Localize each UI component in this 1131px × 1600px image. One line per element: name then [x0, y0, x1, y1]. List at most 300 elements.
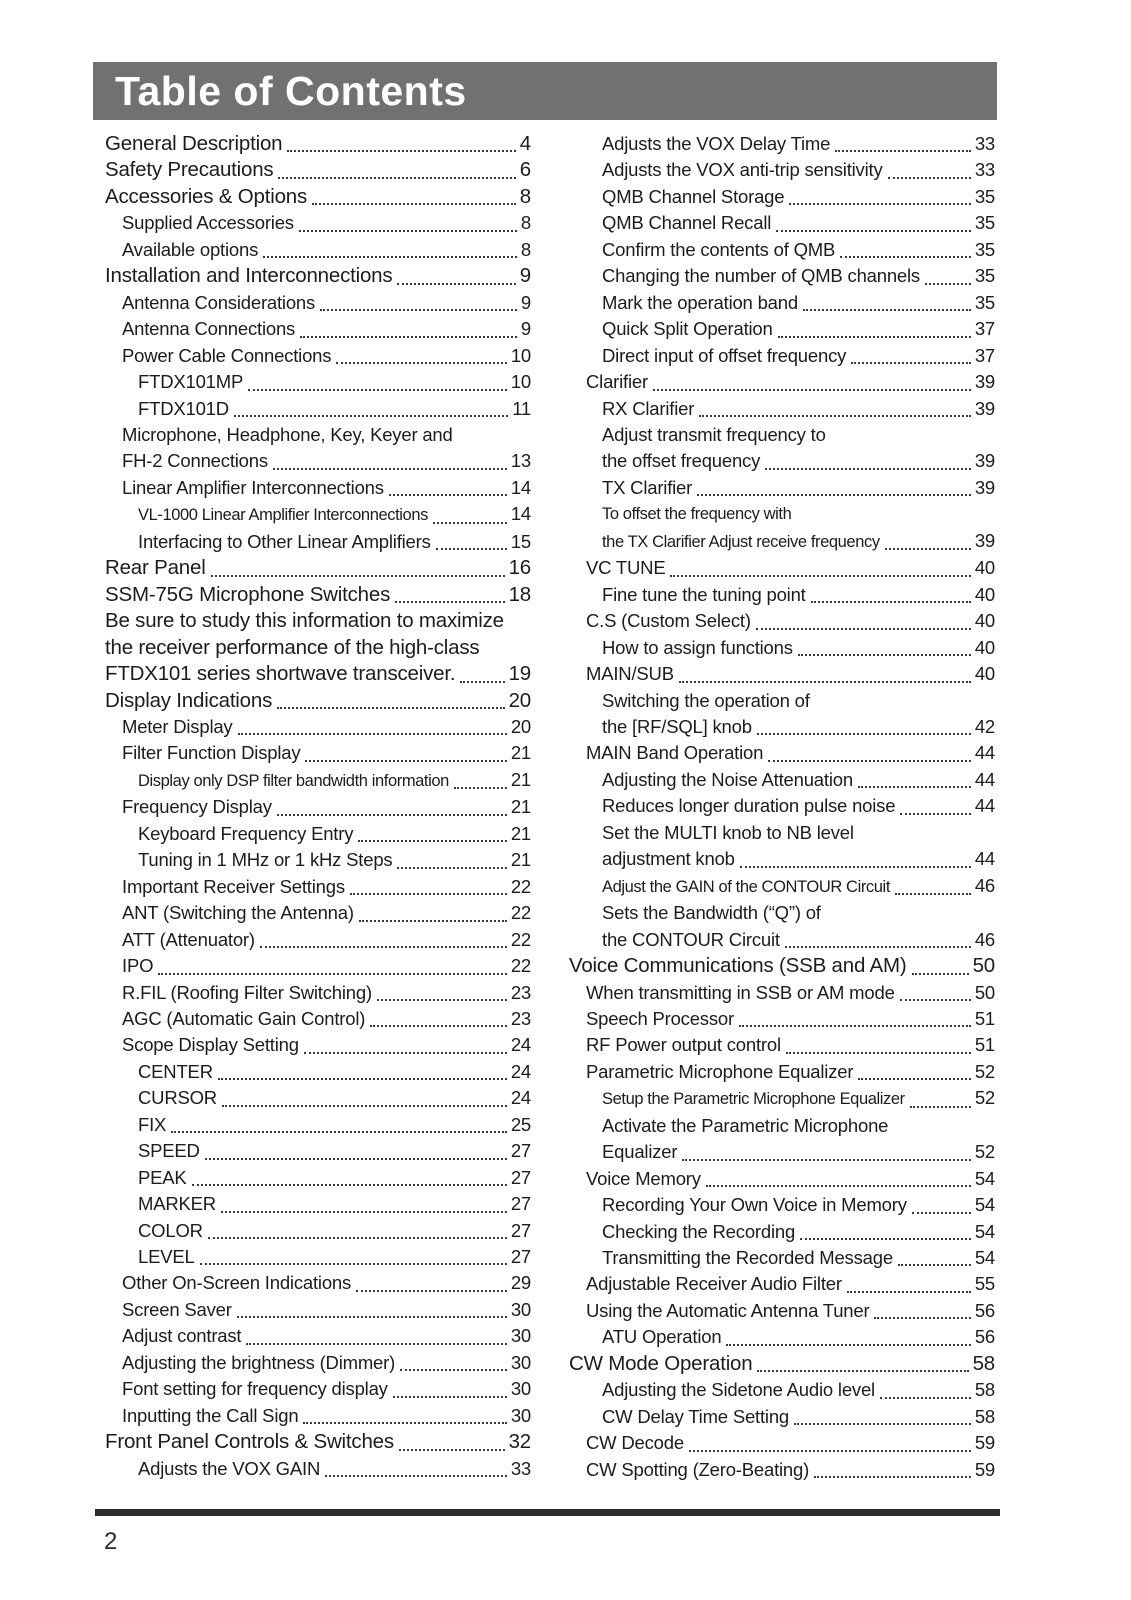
toc-leader-dots — [299, 230, 517, 232]
toc-entry-label: Linear Amplifier Interconnections — [122, 476, 384, 498]
toc-leader-dots — [389, 494, 507, 496]
toc-page-number: 30 — [510, 1298, 531, 1320]
toc-page-number: 37 — [974, 318, 995, 340]
toc-entry — [569, 1298, 995, 1324]
page-title: Table of Contents — [115, 67, 467, 114]
toc-entry-label: MAIN Band Operation — [586, 742, 764, 764]
toc-entry-label: Power Cable Connections — [122, 344, 332, 366]
toc-entry-label: Using the Automatic Antenna Tuner — [586, 1299, 870, 1321]
toc-entry — [105, 1244, 531, 1270]
toc-entry — [569, 740, 995, 766]
toc-entry — [105, 422, 531, 475]
toc-entry — [105, 714, 531, 740]
toc-page-number: 59 — [974, 1458, 995, 1480]
toc-leader-dots — [811, 601, 971, 603]
toc-entry-label: Adjust contrast — [122, 1325, 242, 1347]
toc-leader-dots — [858, 786, 971, 788]
toc-entry — [105, 1218, 531, 1244]
toc-page-number: 21 — [510, 796, 531, 818]
toc-page-number: 22 — [510, 928, 531, 950]
toc-page-number: 51 — [974, 1034, 995, 1056]
toc-page-number: 21 — [510, 742, 531, 764]
toc-leader-dots — [454, 787, 507, 789]
toc-entry — [105, 184, 531, 210]
toc-leader-dots — [237, 1316, 507, 1318]
toc-page-number: 52 — [974, 1141, 995, 1163]
toc-leader-dots — [336, 362, 507, 364]
toc-entry — [105, 1323, 531, 1349]
toc-leader-dots — [757, 1370, 968, 1372]
toc-entry-label: Equalizer — [602, 1141, 678, 1163]
toc-leader-dots — [757, 733, 971, 735]
toc-entry-label: Meter Display — [122, 715, 233, 737]
toc-entry — [105, 582, 531, 608]
toc-entry-label: RF Power output control — [586, 1034, 781, 1056]
toc-page-number: 14 — [510, 503, 531, 525]
toc-leader-dots — [397, 283, 515, 285]
toc-page-number: 40 — [974, 557, 995, 579]
toc-page-number: 21 — [510, 849, 531, 871]
toc-entry-label: Confirm the contents of QMB — [602, 238, 836, 260]
toc-entry-label: IPO — [122, 955, 154, 977]
toc-page-number: 24 — [510, 1087, 531, 1109]
toc-page-number: 8 — [520, 238, 531, 260]
toc-entry — [105, 1059, 531, 1085]
toc-page-number: 58 — [974, 1379, 995, 1401]
toc-page-number: 46 — [974, 928, 995, 950]
toc-page-number: 23 — [510, 1007, 531, 1029]
toc-entry-label: General Description — [105, 132, 283, 155]
toc-entry-label: Display Indications — [105, 688, 273, 712]
toc-entry — [569, 210, 995, 236]
toc-entry — [569, 900, 995, 953]
toc-entry — [569, 475, 995, 501]
toc-leader-dots — [765, 468, 971, 470]
toc-entry — [569, 608, 995, 634]
toc-leader-dots — [358, 840, 507, 842]
toc-leader-dots — [756, 628, 971, 630]
toc-entry-label: Quick Split Operation — [602, 318, 773, 340]
toc-entry-label: When transmitting in SSB or AM mode — [586, 981, 895, 1003]
toc-entry — [105, 1270, 531, 1296]
toc-entry — [569, 1351, 995, 1377]
toc-entry-label: Antenna Connections — [122, 318, 296, 340]
toc-entry-label: Accessories & Options — [105, 184, 308, 208]
toc-entry-label: Switching the operation of — [602, 689, 810, 711]
toc-entry-label: adjustment knob — [602, 848, 735, 870]
toc-page-number: 54 — [974, 1247, 995, 1269]
toc-entry — [105, 316, 531, 342]
toc-entry-label: Speech Processor — [586, 1007, 734, 1029]
toc-page-number: 44 — [974, 795, 995, 817]
toc-leader-dots — [263, 256, 517, 258]
toc-entry — [569, 184, 995, 210]
toc-page-number: 22 — [510, 875, 531, 897]
toc-page-number: 44 — [974, 848, 995, 870]
toc-leader-dots — [739, 1025, 971, 1027]
toc-entry — [569, 157, 995, 183]
toc-entry — [105, 847, 531, 873]
toc-page-number: 56 — [974, 1299, 995, 1321]
toc-entry — [105, 290, 531, 316]
toc-page-number: 4 — [519, 132, 531, 155]
toc-page-number: 8 — [519, 184, 531, 208]
toc-entry — [569, 316, 995, 342]
toc-leader-dots — [246, 1343, 506, 1345]
toc-entry-label: Adjust the GAIN of the CONTOUR Circuit — [602, 877, 891, 896]
toc-entry-label: FTDX101 series shortwave transceiver. — [105, 662, 456, 686]
toc-page-number: 27 — [510, 1140, 531, 1162]
toc-entry-label: Clarifier — [586, 371, 648, 393]
toc-page-number: 46 — [974, 874, 995, 896]
toc-entry-label: Inputting the Call Sign — [122, 1404, 299, 1426]
toc-page-number: 32 — [508, 1430, 531, 1454]
toc-entry-label: SPEED — [138, 1140, 200, 1162]
footer-page-number: 2 — [104, 1528, 118, 1555]
toc-entry-label: Parametric Microphone Equalizer — [586, 1060, 854, 1082]
toc-entry — [569, 1457, 995, 1483]
toc-page-number: 35 — [974, 265, 995, 287]
toc-entry-label: To offset the frequency with — [602, 505, 792, 524]
toc-leader-dots — [211, 575, 505, 577]
toc-entry-label: Interfacing to Other Linear Amplifiers — [138, 530, 431, 552]
toc-entry — [105, 1006, 531, 1032]
toc-entry-label: Changing the number of QMB channels — [602, 265, 920, 287]
toc-page-number: 54 — [974, 1220, 995, 1242]
toc-page-number: 9 — [520, 291, 531, 313]
toc-entry — [105, 157, 531, 183]
toc-entry-label: Adjustable Receiver Audio Filter — [586, 1273, 842, 1295]
toc-leader-dots — [400, 1369, 507, 1371]
toc-entry-label: CENTER — [138, 1060, 213, 1082]
toc-page-number: 9 — [519, 264, 531, 288]
toc-leader-dots — [851, 362, 971, 364]
toc-entry — [569, 1006, 995, 1032]
toc-page-number: 54 — [974, 1167, 995, 1189]
toc-entry — [105, 953, 531, 979]
toc-leader-dots — [682, 1159, 970, 1161]
toc-entry — [105, 927, 531, 953]
toc-entry-label: Supplied Accessories — [122, 212, 294, 234]
toc-entry — [569, 1377, 995, 1403]
toc-entry-label: Important Receiver Settings — [122, 875, 345, 897]
toc-entry-label: Font setting for frequency display — [122, 1378, 388, 1400]
toc-entry — [569, 873, 995, 900]
toc-entry-label: Transmitting the Recorded Message — [602, 1247, 893, 1269]
toc-leader-dots — [885, 548, 971, 550]
toc-page-number: 30 — [510, 1378, 531, 1400]
toc-entry — [105, 740, 531, 766]
toc-entry-label: ANT (Switching the Antenna) — [122, 902, 354, 924]
toc-entry — [569, 1032, 995, 1058]
toc-entry — [105, 555, 531, 581]
toc-leader-dots — [697, 494, 971, 496]
toc-entry-label: Activate the Parametric Microphone — [602, 1114, 889, 1136]
toc-entry — [569, 661, 995, 687]
toc-entry — [105, 980, 531, 1006]
toc-entry-label: R.FIL (Roofing Filter Switching) — [122, 981, 372, 1003]
toc-entry-label: Setup the Parametric Microphone Equalizer — [602, 1090, 905, 1109]
toc-header-bar — [93, 62, 997, 120]
toc-column-left — [105, 131, 531, 1483]
toc-entry — [105, 821, 531, 847]
toc-leader-dots — [768, 760, 971, 762]
toc-page-number: 19 — [508, 662, 531, 686]
toc-entry — [569, 980, 995, 1006]
toc-leader-dots — [814, 1476, 971, 1478]
toc-page-number: 50 — [974, 981, 995, 1003]
toc-entry — [105, 263, 531, 289]
toc-entry-label: VC TUNE — [586, 557, 666, 579]
toc-leader-dots — [912, 1212, 971, 1214]
toc-page-number: 55 — [974, 1273, 995, 1295]
toc-page-number: 27 — [510, 1219, 531, 1241]
toc-page-number: 44 — [974, 768, 995, 790]
toc-entry-label: the CONTOUR Circuit — [602, 928, 780, 950]
toc-page-number: 30 — [510, 1404, 531, 1426]
toc-entry-label: Antenna Considerations — [122, 291, 316, 313]
toc-page-number: 56 — [974, 1326, 995, 1348]
toc-entry — [569, 237, 995, 263]
toc-entry — [569, 1166, 995, 1192]
toc-entry-label: COLOR — [138, 1219, 203, 1241]
toc-page-number: 39 — [974, 529, 995, 551]
toc-entry-label: Safety Precautions — [105, 158, 274, 182]
toc-leader-dots — [436, 548, 507, 550]
toc-entry — [569, 501, 995, 555]
toc-entry-label: Adjusting the brightness (Dimmer) — [122, 1351, 396, 1373]
toc-entry — [105, 131, 531, 157]
toc-entry — [105, 210, 531, 236]
toc-entry-label: Screen Saver — [122, 1298, 232, 1320]
toc-page-number: 35 — [974, 212, 995, 234]
toc-page-number: 22 — [510, 902, 531, 924]
toc-page-number: 54 — [974, 1194, 995, 1216]
toc-leader-dots — [840, 256, 971, 258]
toc-entry-label: QMB Channel Recall — [602, 212, 772, 234]
toc-leader-dots — [912, 973, 969, 975]
toc-entry-label: C.S (Custom Select) — [586, 610, 751, 632]
toc-page-number: 37 — [974, 344, 995, 366]
toc-entry-label: Available options — [122, 238, 259, 260]
toc-column-right — [569, 131, 995, 1483]
toc-entry-label: PEAK — [138, 1166, 187, 1188]
toc-page-number: 52 — [974, 1087, 995, 1109]
toc-entry-label: CW Delay Time Setting — [602, 1405, 790, 1427]
toc-leader-dots — [776, 230, 971, 232]
toc-entry — [105, 688, 531, 714]
toc-leader-dots — [350, 893, 507, 895]
toc-body — [105, 131, 995, 1483]
toc-entry-label: Adjust transmit frequency to — [602, 423, 826, 445]
toc-page-number: 27 — [510, 1193, 531, 1215]
toc-entry — [569, 582, 995, 608]
toc-entry — [105, 396, 531, 422]
toc-entry — [569, 396, 995, 422]
toc-entry-label: Voice Communications (SSB and AM) — [569, 954, 907, 978]
toc-page-number: 51 — [974, 1007, 995, 1029]
toc-leader-dots — [325, 1475, 507, 1477]
toc-entry-label: Direct input of offset frequency — [602, 344, 847, 366]
toc-leader-dots — [304, 1052, 507, 1054]
toc-page-number: 52 — [974, 1060, 995, 1082]
toc-entry-label: AGC (Automatic Gain Control) — [122, 1007, 366, 1029]
toc-entry — [105, 900, 531, 926]
toc-page-number: 58 — [972, 1351, 995, 1375]
toc-leader-dots — [273, 468, 507, 470]
toc-leader-dots — [248, 389, 507, 391]
toc-entry — [105, 1112, 531, 1138]
toc-page-number: 11 — [512, 397, 531, 419]
toc-entry-label: Filter Function Display — [122, 742, 301, 764]
toc-page-number: 59 — [974, 1432, 995, 1454]
toc-entry — [569, 767, 995, 793]
toc-leader-dots — [786, 1052, 971, 1054]
toc-leader-dots — [460, 681, 504, 683]
toc-leader-dots — [287, 150, 515, 152]
toc-entry-label: Tuning in 1 MHz or 1 kHz Steps — [138, 849, 393, 871]
toc-entry — [105, 794, 531, 820]
toc-entry — [569, 1245, 995, 1271]
toc-entry-label: Microphone, Headphone, Key, Keyer and — [122, 423, 453, 445]
toc-leader-dots — [726, 1344, 970, 1346]
toc-page-number: 25 — [510, 1113, 531, 1135]
toc-entry-label: VL-1000 Linear Amplifier Interconnections — [138, 506, 428, 525]
toc-page-number: 30 — [510, 1351, 531, 1373]
toc-entry-label: Voice Memory — [586, 1167, 701, 1189]
toc-entry — [569, 369, 995, 395]
toc-entry-label: Rear Panel — [105, 556, 206, 580]
toc-page-number: 15 — [510, 530, 531, 552]
toc-entry-label: Installation and Interconnections — [105, 264, 393, 288]
toc-entry — [105, 529, 531, 555]
toc-page-number: 20 — [510, 715, 531, 737]
toc-page-number: 33 — [974, 159, 995, 181]
toc-leader-dots — [835, 150, 971, 152]
toc-entry-label: CW Decode — [586, 1432, 684, 1454]
toc-entry-label: Adjusting the Noise Attenuation — [602, 768, 853, 790]
toc-page-number: 6 — [519, 158, 531, 182]
toc-leader-dots — [925, 283, 971, 285]
toc-entry — [569, 1085, 995, 1112]
toc-page-number: 24 — [510, 1034, 531, 1056]
toc-entry-label: Adjusts the VOX anti-trip sensitivity — [602, 159, 883, 181]
toc-leader-dots — [800, 1238, 971, 1240]
toc-entry-label: ATU Operation — [602, 1326, 722, 1348]
toc-page-number: 39 — [974, 397, 995, 419]
toc-page-number: 8 — [520, 212, 531, 234]
toc-entry-label: Adjusting the Sidetone Audio level — [602, 1379, 875, 1401]
toc-entry-label: FTDX101MP — [138, 371, 244, 393]
toc-leader-dots — [803, 309, 971, 311]
toc-entry — [105, 767, 531, 794]
toc-page-number: 39 — [974, 476, 995, 498]
toc-leader-dots — [699, 415, 971, 417]
toc-entry-label: Set the MULTI knob to NB level — [602, 821, 854, 843]
toc-entry-label: MAIN/SUB — [586, 663, 674, 685]
toc-entry — [105, 1165, 531, 1191]
toc-entry-label: Mark the operation band — [602, 291, 798, 313]
toc-page-number: 18 — [508, 582, 531, 606]
toc-entry-label: Adjusts the VOX Delay Time — [602, 133, 831, 154]
toc-entry — [569, 953, 995, 979]
toc-leader-dots — [689, 1450, 971, 1452]
toc-leader-dots — [653, 389, 971, 391]
toc-leader-dots — [305, 760, 506, 762]
toc-entry-label: LEVEL — [138, 1246, 195, 1268]
toc-entry-label: Keyboard Frequency Entry — [138, 822, 354, 844]
toc-page-number: 30 — [510, 1325, 531, 1347]
toc-page-number: 24 — [510, 1060, 531, 1082]
toc-entry-label: TX Clarifier — [602, 476, 693, 498]
toc-entry-label: How to assign functions — [602, 636, 793, 658]
toc-page-number: 10 — [510, 371, 531, 393]
toc-entry — [569, 1271, 995, 1297]
toc-entry — [105, 1138, 531, 1164]
toc-leader-dots — [303, 1422, 506, 1424]
toc-entry — [105, 874, 531, 900]
toc-entry — [569, 1113, 995, 1166]
toc-leader-dots — [234, 415, 508, 417]
toc-leader-dots — [277, 814, 507, 816]
toc-entry — [105, 1456, 531, 1482]
toc-leader-dots — [278, 177, 515, 179]
toc-entry — [105, 1032, 531, 1058]
toc-leader-dots — [300, 336, 517, 338]
toc-page-number: 13 — [510, 450, 531, 472]
toc-entry — [105, 608, 531, 687]
toc-entry — [105, 501, 531, 528]
toc-leader-dots — [880, 1397, 971, 1399]
toc-entry — [105, 1297, 531, 1323]
toc-entry — [105, 1376, 531, 1402]
toc-leader-dots — [393, 1396, 507, 1398]
toc-entry-label: Other On-Screen Indications — [122, 1272, 352, 1294]
toc-entry-label: CW Spotting (Zero-Beating) — [586, 1458, 810, 1480]
toc-entry — [569, 820, 995, 873]
toc-page-number: 39 — [974, 450, 995, 472]
toc-entry-label: Front Panel Controls & Switches — [105, 1430, 394, 1454]
toc-entry-label: the offset frequency — [602, 450, 761, 472]
toc-page-number: 9 — [520, 318, 531, 340]
toc-entry — [105, 237, 531, 263]
toc-leader-dots — [778, 336, 971, 338]
toc-page-number: 10 — [510, 344, 531, 366]
toc-entry — [569, 263, 995, 289]
toc-entry-label: MARKER — [138, 1193, 216, 1215]
toc-page-number: 35 — [974, 238, 995, 260]
toc-entry-label: Frequency Display — [122, 796, 272, 818]
toc-leader-dots — [238, 733, 507, 735]
toc-entry — [105, 343, 531, 369]
toc-entry — [569, 1324, 995, 1350]
toc-page-number: 22 — [510, 955, 531, 977]
toc-entry — [105, 1191, 531, 1217]
toc-leader-dots — [900, 999, 971, 1001]
toc-entry-label: Adjusts the VOX GAIN — [138, 1457, 321, 1479]
toc-entry — [569, 688, 995, 741]
toc-leader-dots — [312, 203, 516, 205]
toc-page-number: 27 — [510, 1166, 531, 1188]
toc-entry-label: Reduces longer duration pulse noise — [602, 795, 896, 817]
toc-entry — [569, 290, 995, 316]
toc-leader-dots — [399, 1449, 505, 1451]
toc-page-number: 40 — [974, 610, 995, 632]
toc-leader-dots — [171, 1131, 507, 1133]
toc-page-number: 35 — [974, 185, 995, 207]
toc-entry-label: CURSOR — [138, 1087, 217, 1109]
toc-leader-dots — [858, 1078, 971, 1080]
